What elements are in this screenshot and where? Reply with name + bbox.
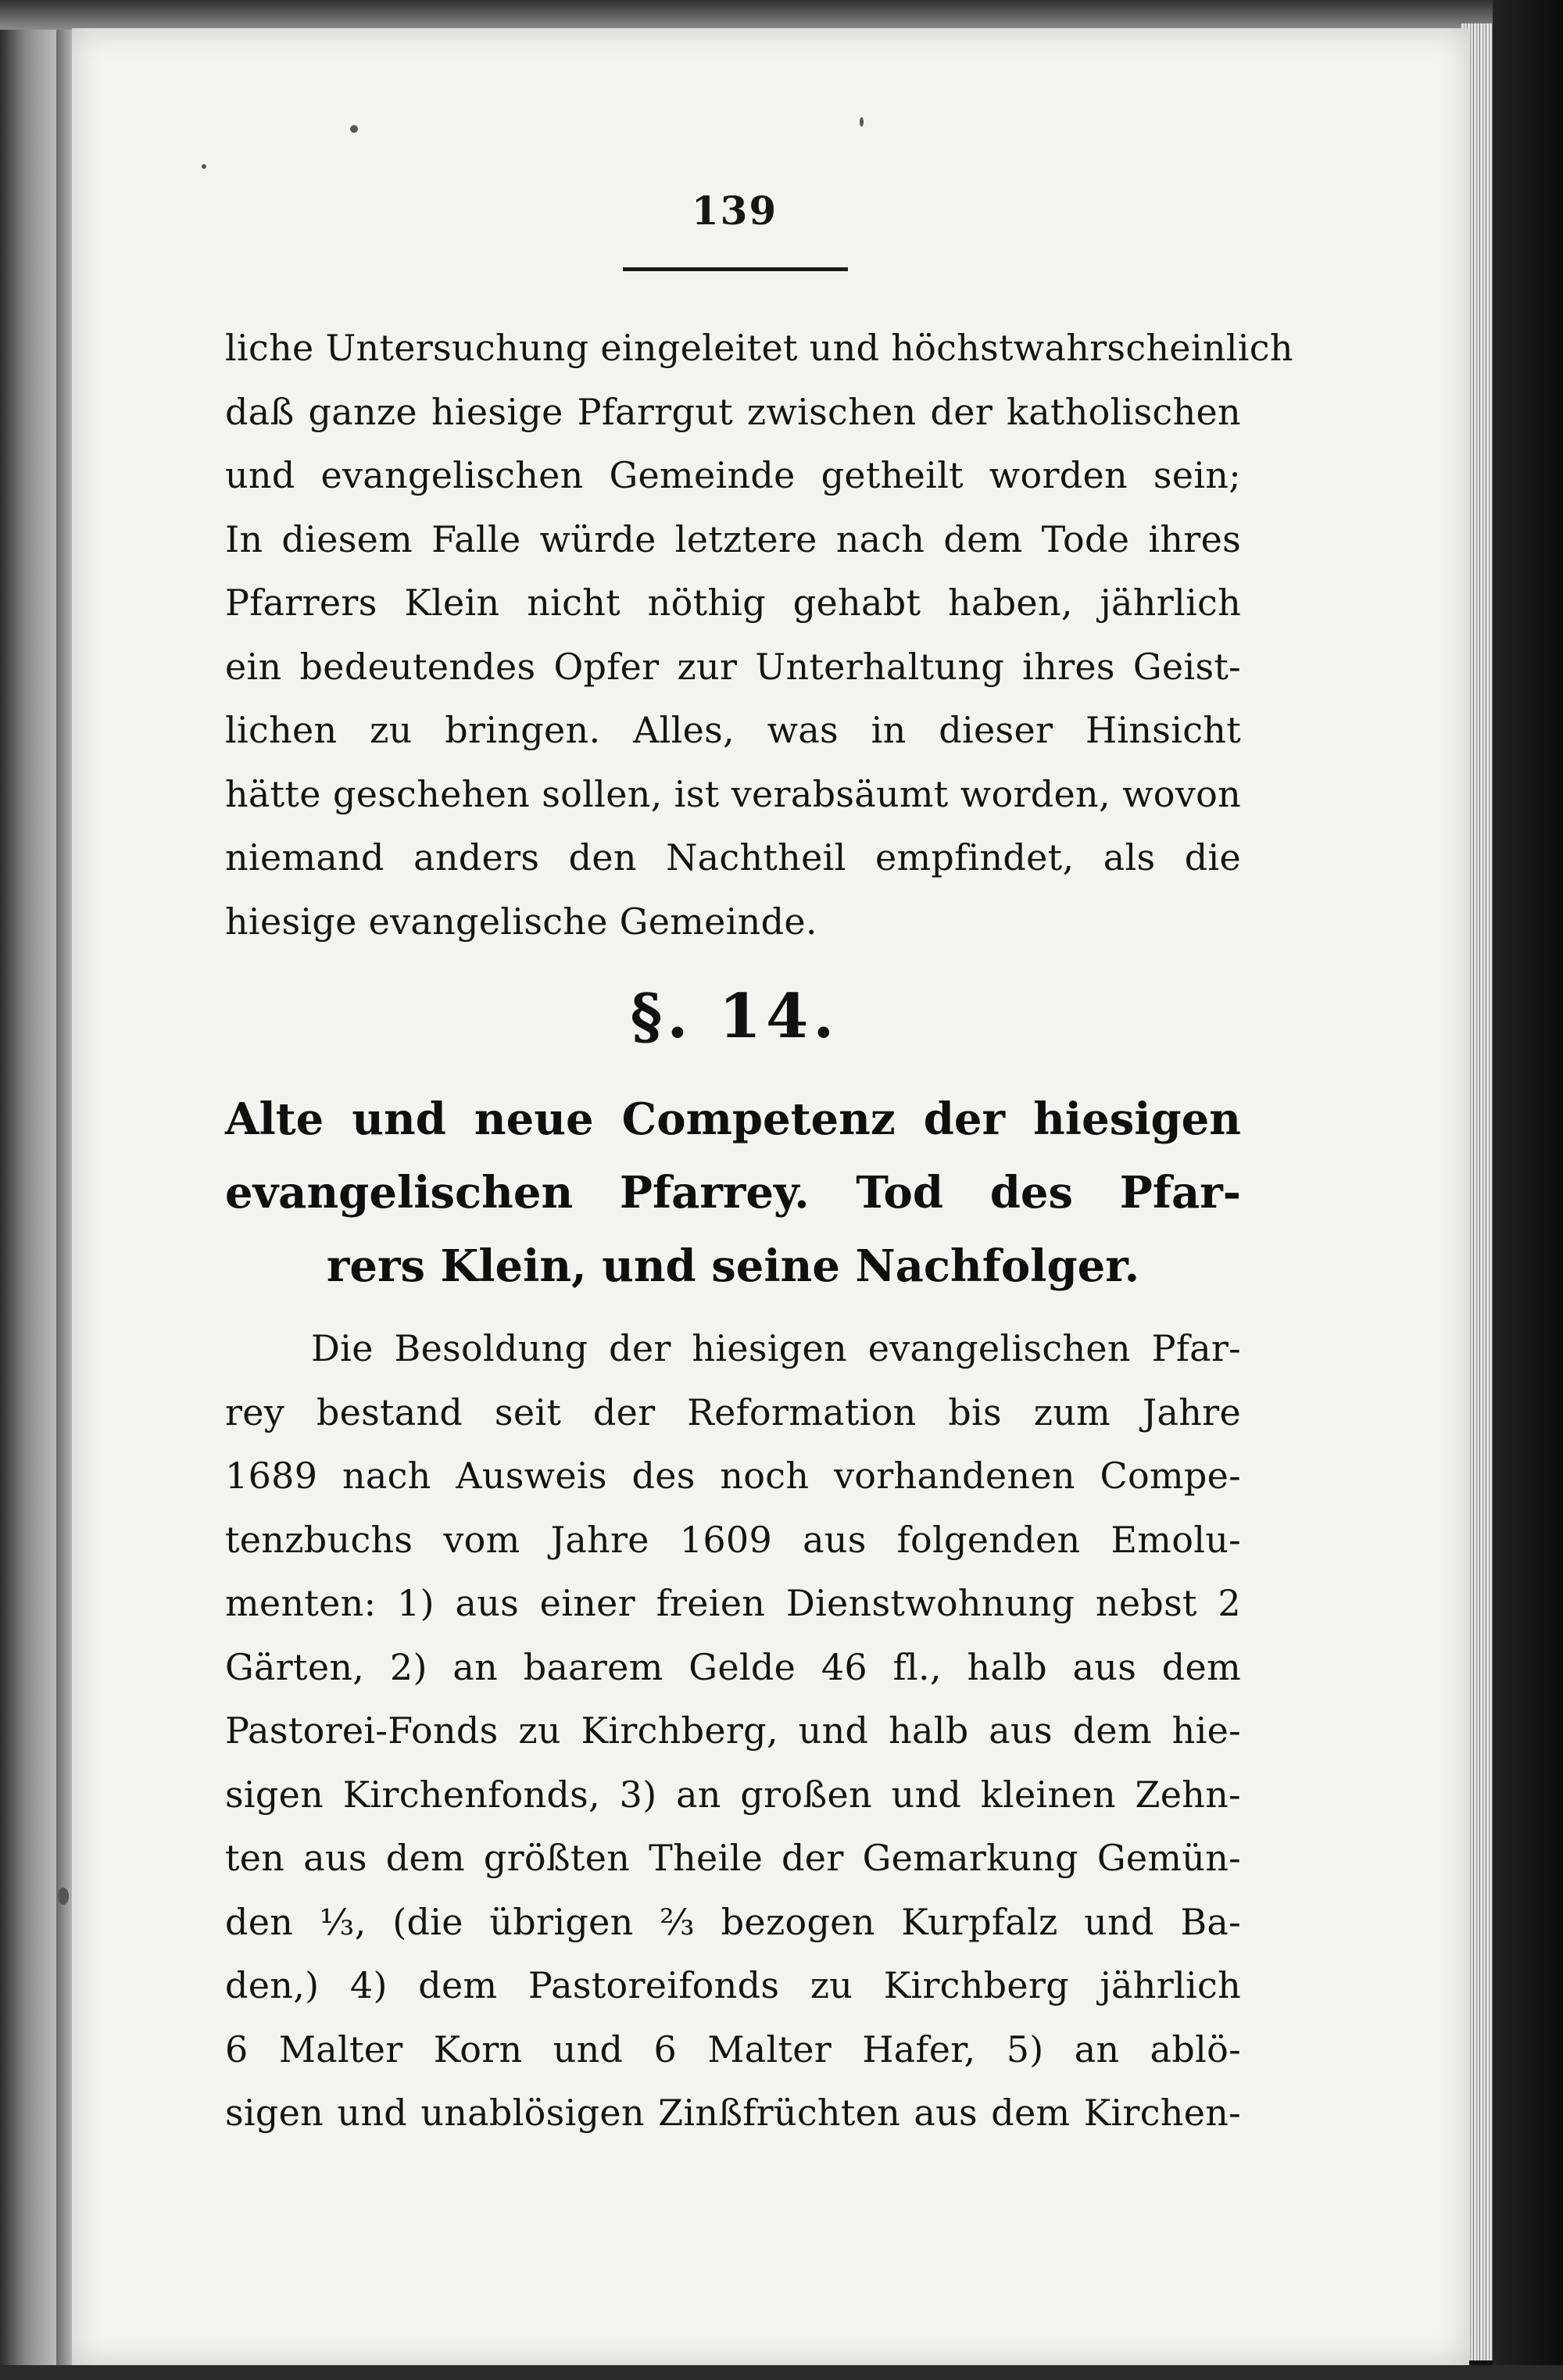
text-line: Pfarrers Klein nicht nöthig gehabt haben, jährlich xyxy=(225,582,1241,624)
text-line: In diesem Falle würde letztere nach dem Tode ihres xyxy=(225,517,1241,560)
text-line: sigen und unablösigen Zinßfrüchten aus dem Kirchen- xyxy=(225,2092,1241,2134)
scan-bottom-border xyxy=(0,2365,1563,2380)
heading-line: Alte und neue Competenz der hiesigen xyxy=(225,1093,1241,1145)
text-line: liche Untersuchung eingeleitet und höchstwahrscheinlich xyxy=(225,327,1293,369)
text-line: ein bedeutendes Opfer zur Unterhaltung ihres Geist- xyxy=(225,645,1241,688)
text-line: Die Besoldung der hiesigen evangelischen Pfar- xyxy=(311,1327,1241,1369)
scan-speck xyxy=(860,117,864,127)
paragraph-1 xyxy=(225,317,1293,954)
section-number: §. 14. xyxy=(630,981,839,1052)
text-line: den,) 4) dem Pastoreifonds zu Kirchberg jährlich xyxy=(225,1964,1241,2006)
text-line: 1689 nach Ausweis des noch vorhandenen Compe- xyxy=(225,1455,1241,1497)
heading-line: rers Klein, und seine Nachfolger. xyxy=(326,1240,1140,1292)
facing-page-edge xyxy=(0,0,64,2380)
text-line: sigen Kirchenfonds, 3) an großen und kleinen Zehn- xyxy=(225,1773,1241,1816)
heading-line: evangelischen Pfarrey. Tod des Pfar- xyxy=(225,1167,1241,1219)
text-line: Pastorei-Fonds zu Kirchberg, und halb aus dem hie- xyxy=(225,1709,1241,1752)
text-line: menten: 1) aus einer freien Dienstwohnung nebst 2 xyxy=(225,1582,1241,1624)
text-line: lichen zu bringen. Alles, was in dieser Hinsicht xyxy=(225,709,1241,751)
text-line: daß ganze hiesige Pfarrgut zwischen der katholischen xyxy=(225,390,1241,433)
text-line: Gärten, 2) an baarem Gelde 46 fl., halb aus dem xyxy=(225,1645,1241,1688)
scan-speck xyxy=(350,125,358,133)
text-line: 6 Malter Korn und 6 Malter Hafer, 5) an ablö- xyxy=(225,2027,1241,2070)
scan-speck xyxy=(58,1888,69,1905)
section-heading xyxy=(225,1083,1241,1303)
page-number: 139 xyxy=(691,188,778,234)
scan-speck xyxy=(202,164,206,169)
text-line: den ⅓, (die übrigen ⅔ bezogen Kurpfalz und Ba- xyxy=(225,1900,1241,1943)
text-line: und evangelischen Gemeinde getheilt worden sein; xyxy=(225,454,1241,496)
text-line: ten aus dem größten Theile der Gemarkung Gemün- xyxy=(225,1837,1241,1879)
text-line: niemand anders den Nachtheil empfindet, als die xyxy=(225,836,1241,879)
text-line: hiesige evangelische Gemeinde. xyxy=(225,900,817,943)
book-cover-edge xyxy=(1493,0,1563,2380)
text-line: tenzbuchs vom Jahre 1609 aus folgenden Emolu- xyxy=(225,1518,1241,1561)
text-line: hätte geschehen sollen, ist verabsäumt worden, wovon xyxy=(225,772,1241,815)
scan-top-border xyxy=(0,0,1563,30)
header-rule xyxy=(623,267,848,271)
paragraph-2 xyxy=(225,1317,1241,2146)
text-line: rey bestand seit der Reformation bis zum Jahre xyxy=(225,1390,1241,1433)
